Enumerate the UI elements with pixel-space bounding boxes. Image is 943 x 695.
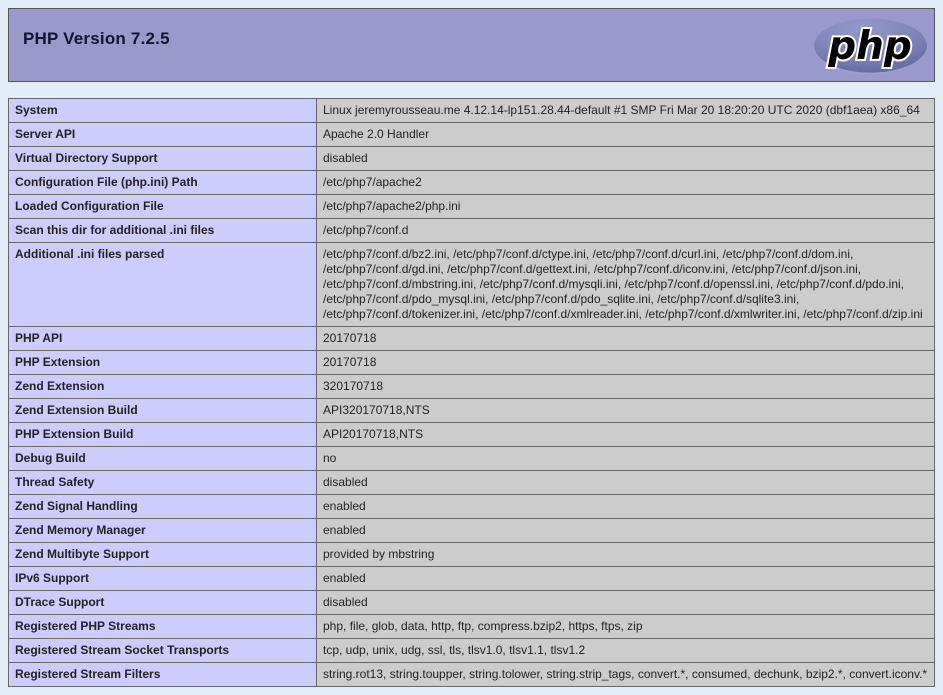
info-table-body xyxy=(9,99,935,687)
info-label: Loaded Configuration File xyxy=(9,195,317,219)
table-row xyxy=(9,615,935,639)
table-row xyxy=(9,327,935,351)
table-row xyxy=(9,399,935,423)
table-row xyxy=(9,447,935,471)
table-row xyxy=(9,171,935,195)
phpinfo-page xyxy=(8,8,935,687)
info-label: Zend Memory Manager xyxy=(9,519,317,543)
table-row xyxy=(9,591,935,615)
info-label: Registered Stream Socket Transports xyxy=(9,639,317,663)
info-value: API20170718,NTS xyxy=(317,423,935,447)
info-value: disabled xyxy=(317,147,935,171)
info-label: IPv6 Support xyxy=(9,567,317,591)
info-label: Additional .ini files parsed xyxy=(9,243,317,327)
info-value: disabled xyxy=(317,471,935,495)
php-info-table xyxy=(8,98,935,687)
info-value: enabled xyxy=(317,519,935,543)
info-value: /etc/php7/conf.d/bz2.ini, /etc/php7/conf.d/ctype.ini, /etc/php7/conf.d/curl.ini, /etc/php7/conf.d/dom.ini, /etc/php7/conf.d/gd.ini, /etc/php7/conf.d/gettext.ini, /etc/php7/conf.d/iconv.ini, /etc/php7/conf.d/json.ini, /etc/php7/conf.d/mbstring.ini, /etc/php7/conf.d/mysqli.ini, /etc/php7/conf.d/openssl.ini, /etc/php7/conf.d/pdo.ini, /etc/php7/conf.d/pdo_mysql.ini, /etc/php7/conf.d/pdo_sqlite.ini, /etc/php7/conf.d/sqlite3.ini, /etc/php7/conf.d/tokenizer.ini, /etc/php7/conf.d/xmlreader.ini, /etc/php7/conf.d/xmlwriter.ini, /etc/php7/conf.d/zip.ini xyxy=(317,243,935,327)
info-label: Zend Extension xyxy=(9,375,317,399)
info-label: Server API xyxy=(9,123,317,147)
info-value: disabled xyxy=(317,591,935,615)
info-value: Linux jeremyrousseau.me 4.12.14-lp151.28.44-default #1 SMP Fri Mar 20 18:20:20 UTC 2020 (dbf1aea) x86_64 xyxy=(317,99,935,123)
info-value: /etc/php7/conf.d xyxy=(317,219,935,243)
php-logo-icon xyxy=(812,17,929,75)
info-value: no xyxy=(317,447,935,471)
info-label: Configuration File (php.ini) Path xyxy=(9,171,317,195)
info-label: Thread Safety xyxy=(9,471,317,495)
table-row xyxy=(9,543,935,567)
info-value: enabled xyxy=(317,495,935,519)
page-header xyxy=(8,8,935,82)
php-logo-link[interactable] xyxy=(812,17,929,75)
info-value: /etc/php7/apache2/php.ini xyxy=(317,195,935,219)
table-row xyxy=(9,123,935,147)
table-row xyxy=(9,219,935,243)
table-row xyxy=(9,99,935,123)
info-label: System xyxy=(9,99,317,123)
info-label: PHP Extension xyxy=(9,351,317,375)
info-label: Registered Stream Filters xyxy=(9,663,317,687)
table-row xyxy=(9,195,935,219)
table-row xyxy=(9,663,935,687)
info-label: Zend Extension Build xyxy=(9,399,317,423)
info-label: PHP API xyxy=(9,327,317,351)
info-value: string.rot13, string.toupper, string.tolower, string.strip_tags, convert.*, consumed, dechunk, bzip2.*, convert.iconv.* xyxy=(317,663,935,687)
table-row xyxy=(9,351,935,375)
table-row xyxy=(9,243,935,327)
info-value: 320170718 xyxy=(317,375,935,399)
info-label: PHP Extension Build xyxy=(9,423,317,447)
info-value: enabled xyxy=(317,567,935,591)
table-row xyxy=(9,567,935,591)
table-row xyxy=(9,519,935,543)
table-row xyxy=(9,471,935,495)
info-label: Scan this dir for additional .ini files xyxy=(9,219,317,243)
info-value: php, file, glob, data, http, ftp, compress.bzip2, https, ftps, zip xyxy=(317,615,935,639)
table-row xyxy=(9,375,935,399)
info-value: provided by mbstring xyxy=(317,543,935,567)
table-row xyxy=(9,639,935,663)
table-row xyxy=(9,147,935,171)
info-label: Zend Multibyte Support xyxy=(9,543,317,567)
info-value: 20170718 xyxy=(317,351,935,375)
info-value: /etc/php7/apache2 xyxy=(317,171,935,195)
info-value: API320170718,NTS xyxy=(317,399,935,423)
table-row xyxy=(9,423,935,447)
page-title: PHP Version 7.2.5 xyxy=(23,29,170,48)
info-label: Zend Signal Handling xyxy=(9,495,317,519)
info-label: Virtual Directory Support xyxy=(9,147,317,171)
svg-text:php: php xyxy=(828,24,912,69)
table-row xyxy=(9,495,935,519)
info-value: 20170718 xyxy=(317,327,935,351)
info-value: Apache 2.0 Handler xyxy=(317,123,935,147)
info-label: DTrace Support xyxy=(9,591,317,615)
info-value: tcp, udp, unix, udg, ssl, tls, tlsv1.0, tlsv1.1, tlsv1.2 xyxy=(317,639,935,663)
info-label: Registered PHP Streams xyxy=(9,615,317,639)
info-label: Debug Build xyxy=(9,447,317,471)
